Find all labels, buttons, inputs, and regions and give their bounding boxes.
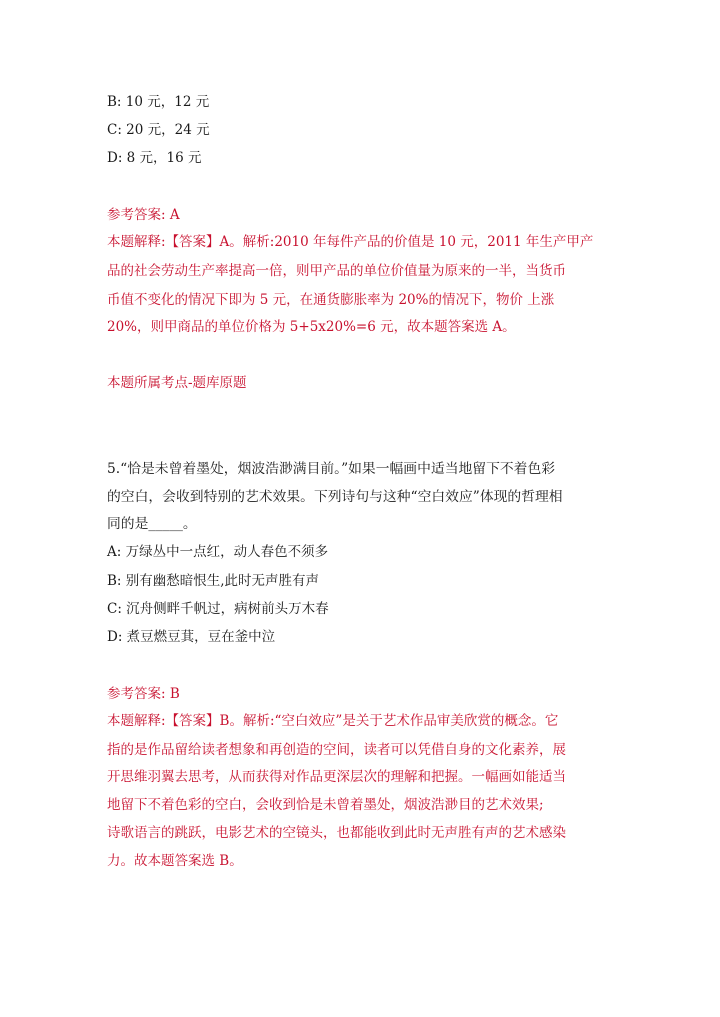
explanation-line: 20%，则甲商品的单位价格为 5+5x20%=6 元，故本题答案选 A。 — [107, 319, 516, 335]
option-b: B: 别有幽愁暗恨生,此时无声胜有声 — [107, 573, 320, 589]
option-d: D: 煮豆燃豆萁，豆在釜中泣 — [107, 629, 276, 645]
question-source: 本题所属考点-题库原题 — [107, 375, 247, 391]
explanation-line: 诗歌语言的跳跃，电影艺术的空镜头，也都能收到此时无声胜有声的艺术感染 — [107, 825, 566, 841]
explanation-line: 币值不变化的情况下即为 5 元，在通货膨胀率为 20%的情况下，物价 上涨 — [107, 292, 555, 308]
explanation-line: 开思维羽翼去思考，从而获得对作品更深层次的理解和把握。一幅画如能适当 — [107, 769, 566, 785]
reference-answer: 参考答案: B — [107, 686, 180, 702]
option-b: B: 10 元，12 元 — [107, 94, 210, 110]
reference-answer: 参考答案: A — [107, 207, 180, 223]
explanation-line: 地留下不着色彩的空白，会收到恰是未曾着墨处，烟波浩渺目的艺术效果; — [107, 797, 544, 813]
option-d: D: 8 元，16 元 — [107, 150, 202, 166]
explanation-line: 力。故本题答案选 B。 — [107, 853, 243, 869]
explanation-line: 指的是作品留给读者想象和再创造的空间，读者可以凭借自身的文化素养，展 — [107, 742, 566, 758]
option-c: C: 20 元，24 元 — [107, 122, 210, 138]
option-a: A: 万绿丛中一点红，动人春色不须多 — [107, 544, 329, 560]
question-stem-line: 5.“恰是未曾着墨处，烟波浩渺满目前。”如果一幅画中适当地留下不着色彩 — [107, 461, 556, 477]
question-stem-line: 的空白，会收到特别的艺术效果。下列诗句与这种“空白效应”体现的哲理相 — [107, 489, 563, 505]
explanation-line: 本题解释:【答案】A。解析:2010 年每件产品的价值是 10 元，2011 年生产甲产 — [107, 234, 594, 250]
question-stem-line: 同的是_____。 — [107, 516, 197, 532]
option-c: C: 沉舟侧畔千帆过，病树前头万木春 — [107, 601, 329, 617]
explanation-line: 本题解释:【答案】B。解析:“空白效应”是关于艺术作品审美欣赏的概念。它 — [107, 713, 559, 729]
explanation-line: 品的社会劳动生产率提高一倍，则甲产品的单位价值量为原来的一半，当货币 — [107, 263, 566, 279]
